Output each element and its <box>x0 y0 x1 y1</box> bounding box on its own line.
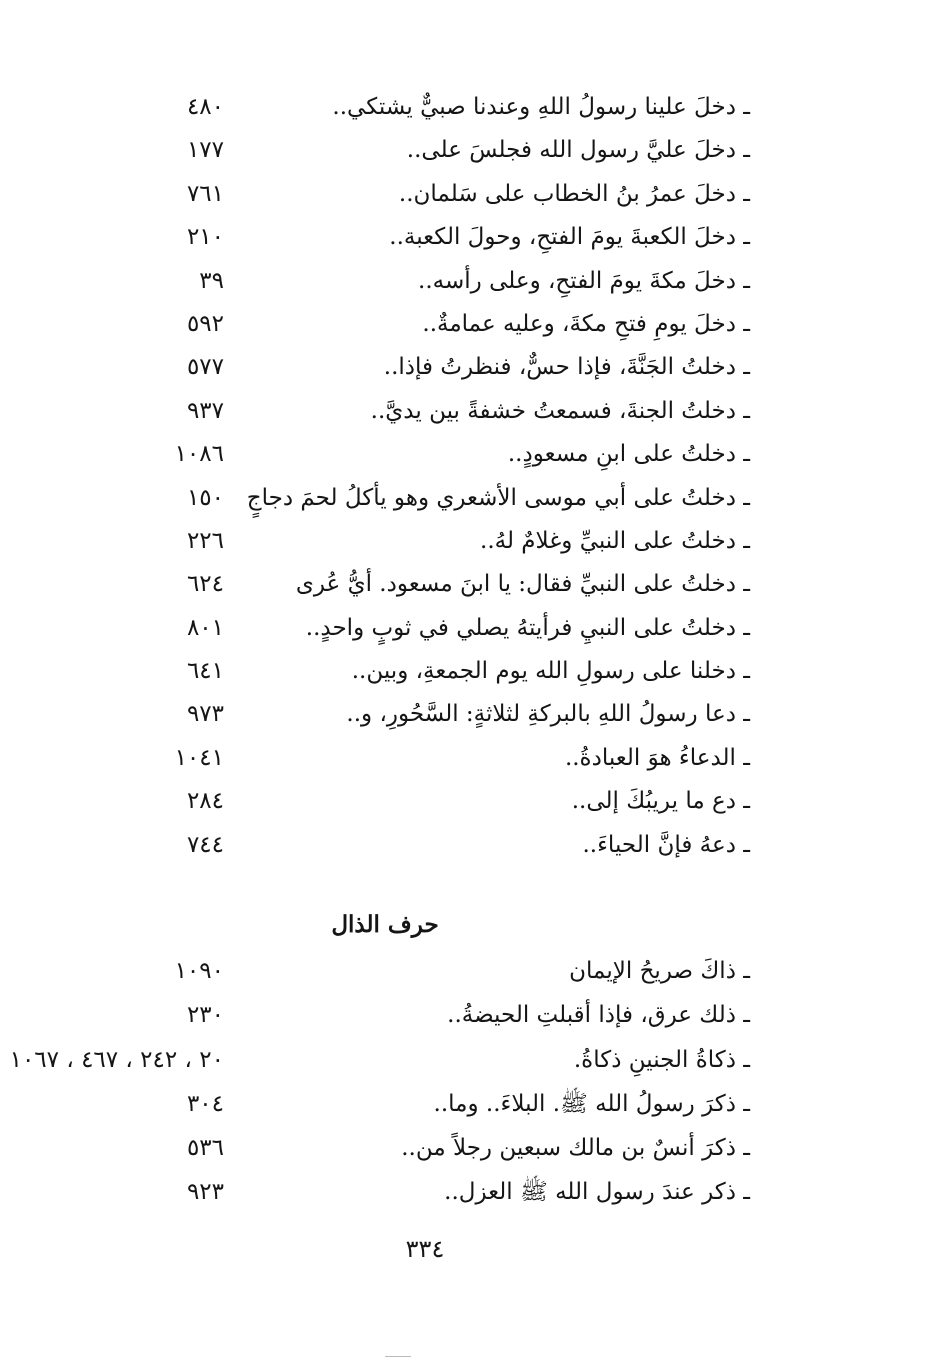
entry-page-ref: ١٠٨٦ <box>174 441 224 468</box>
index-entry <box>0 780 940 823</box>
entry-page-ref: ٩٧٣ <box>186 701 224 728</box>
index-entry <box>0 1127 940 1171</box>
entry-text: ـ دخلَ يومِ فتحِ مكةَ، وعليه عمامةٌ.. <box>422 310 750 337</box>
index-entry <box>0 86 940 129</box>
entry-page-ref: ٦٢٤ <box>186 571 224 598</box>
entry-text: ـ دخلتُ الجَنَّةَ، فإذا حسٌّ، فنظرتُ فإذا.. <box>383 354 750 381</box>
entry-text: ـ دخلَ عليَّ رسول الله فجلسَ على.. <box>406 137 750 164</box>
index-entry <box>0 520 940 563</box>
entry-page-ref: ١٥٠ <box>186 484 224 511</box>
index-entry <box>0 824 940 867</box>
entry-page-ref: ٣٩ <box>199 267 224 294</box>
index-entry <box>0 1083 940 1127</box>
entry-text: ـ دع ما يريبُكَ إلى.. <box>571 788 750 815</box>
index-entry <box>0 303 940 346</box>
index-entry <box>0 216 940 259</box>
entry-page-ref: ٥٩٢ <box>186 310 224 337</box>
index-entry <box>0 129 940 172</box>
entry-page-ref: ٨٠١ <box>186 614 224 641</box>
index-entry <box>0 477 940 520</box>
index-entry <box>0 994 940 1038</box>
entry-page-ref: ٧٦١ <box>186 180 224 207</box>
entry-text: ـ دخلتُ الجنةَ، فسمعتُ خشفةً بين يديَّ.. <box>370 397 750 424</box>
entry-page-ref: ٧٤٤ <box>186 831 224 858</box>
entry-page-ref: ٢٠ ، ٢٤٢ ، ٤٦٧ ، ١٠٦٧ <box>9 1046 224 1073</box>
section-heading: حرف الذال <box>331 911 439 938</box>
entry-page-ref: ٥٧٧ <box>186 354 224 381</box>
entry-page-ref: ٢١٠ <box>186 224 224 251</box>
index-entry <box>0 1171 940 1215</box>
index-entry <box>0 607 940 650</box>
entry-text: ـ دخلتُ على النبيِّ وغلامٌ لهُ.. <box>480 527 750 554</box>
index-entry <box>0 390 940 433</box>
entry-text: ـ ذاكَ صريحُ الإيمان <box>569 958 750 984</box>
entry-text: ـ دخلتُ على النبيِ فرأيتهُ يصلي في ثوبٍ واحدٍ.. <box>305 614 750 641</box>
entry-page-ref: ٩٣٧ <box>186 397 224 424</box>
entry-page-ref: ١٠٩٠ <box>174 958 224 984</box>
entry-text: ـ دخلنا على رسولِ الله يوم الجمعةِ، وبين.. <box>351 658 750 685</box>
entry-page-ref: ٥٣٦ <box>186 1135 224 1162</box>
entry-text: ـ دخلَ عمرُ بنُ الخطاب على سَلمان.. <box>398 180 750 207</box>
page-number: ٣٣٤ <box>405 1235 445 1263</box>
hadith-index-list-dhal <box>0 950 940 1216</box>
index-entry <box>0 260 940 303</box>
entry-text: ـ دخلَ الكعبةَ يومَ الفتحِ، وحولَ الكعبة.. <box>389 224 750 251</box>
index-entry <box>0 346 940 389</box>
index-entry <box>0 693 940 736</box>
hadith-index-list-dal <box>0 86 940 867</box>
entry-text: ـ دخلَ مكةَ يومَ الفتحِ، وعلى رأسه.. <box>418 267 750 294</box>
entry-text: ـ ذكرَ أنسٌ بن مالك سبعين رجلاً من.. <box>401 1135 750 1162</box>
index-entry <box>0 173 940 216</box>
scan-artifact-line <box>385 1356 411 1357</box>
entry-page-ref: ١٧٧ <box>186 137 224 164</box>
entry-text: ـ دخلَ علينا رسولُ اللهِ وعندنا صبيٌّ يشتكي.. <box>332 94 750 120</box>
entry-text: ـ دخلتُ على ابنِ مسعودٍ.. <box>507 441 750 468</box>
entry-page-ref: ٦٤١ <box>186 658 224 685</box>
index-entry <box>0 1039 940 1083</box>
entry-text: ـ دعا رسولُ اللهِ بالبركةِ لثلاثةٍ: السَّحُورِ، و.. <box>346 701 750 728</box>
entry-page-ref: ٤٨٠ <box>186 94 224 120</box>
entry-page-ref: ٢٢٦ <box>186 527 224 554</box>
entry-text: ـ ذكاةُ الجنينِ ذكاةُ. <box>573 1046 750 1073</box>
entry-page-ref: ١٠٤١ <box>174 744 224 771</box>
entry-page-ref: ٢٣٠ <box>186 1002 224 1029</box>
entry-text: ـ دعهُ فإنَّ الحياءَ.. <box>582 831 750 858</box>
entry-text: ـ الدعاءُ هوَ العبادةُ.. <box>564 744 750 771</box>
entry-page-ref: ٩٢٣ <box>186 1179 224 1206</box>
index-entry <box>0 650 940 693</box>
entry-text: ـ دخلتُ على النبيِّ فقال: يا ابنَ مسعود. أيُّ عُرى <box>295 571 750 598</box>
index-entry <box>0 950 940 994</box>
entry-text: ـ ذكرَ رسولُ الله ﷺ. البلاءَ.. وما.. <box>433 1090 750 1117</box>
entry-page-ref: ٢٨٤ <box>186 788 224 815</box>
entry-text: ـ دخلتُ على أبي موسى الأشعري وهو يأكلُ لحمَ دجاجٍ <box>246 484 750 511</box>
index-entry <box>0 737 940 780</box>
entry-page-ref: ٣٠٤ <box>186 1090 224 1117</box>
entry-text: ـ ذكر عندَ رسول الله ﷺ العزل.. <box>444 1179 750 1206</box>
index-entry <box>0 433 940 476</box>
index-entry <box>0 563 940 606</box>
entry-text: ـ ذلك عرق، فإذا أقبلتِ الحيضةُ.. <box>447 1002 750 1029</box>
